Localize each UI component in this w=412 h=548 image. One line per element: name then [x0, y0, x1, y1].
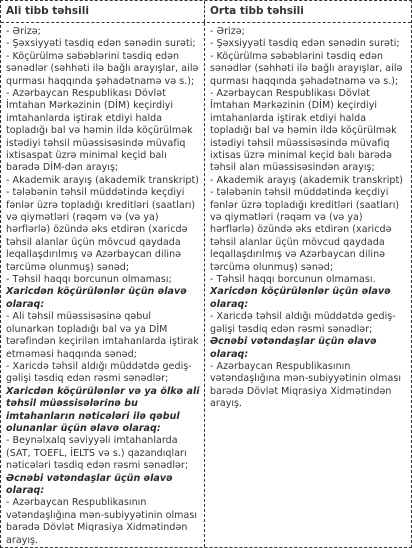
secondary-education-requirements	[205, 23, 411, 547]
list-item: - Azərbaycan Respublikası Dövlət İmtahan Mərkəzinin (DİM) keçirdiyi imtahanlarda iştirak etdiyi halda topladığı bal və həmin ildə köçürülmək istədiyi təhsil müəssisəsində müvafiq ixtisaspat üzrə minimal keçid balı barədə DİM-dən arayış;	[6, 87, 196, 174]
list-item: - Azərbaycan Respublikası Dövlət İmtahan Mərkəzinin (DİM) keçirdiyi imtahanlarda iştirak etdiyi halda topladığı bal və həmin ildə köçürülmək istədiyi təhsil müəssisəsində müvafiq ixtisas üzrə minimal keçid balı barədə təhsil alan müəssisəsindən arayış;	[210, 87, 400, 174]
list-item: - Köçürülmə səbəblərini təsdiq edən sənədlər (səhhəti ilə bağlı arayışlar, ailə qurması haqqında şəhadətnamə və s.);	[210, 50, 406, 87]
table-header-row	[1, 1, 411, 23]
list-item: - Xaricdə təhsil aldığı müddətdə gediş-gəlişi təsdiq edən rəsmi sənədlər;	[6, 360, 192, 385]
section-heading: Əcnəbi vətəndaşlar üçün əlavə olaraq:	[6, 472, 176, 496]
list-item: - Ərizə;	[6, 25, 41, 37]
list-item: - Ərizə;	[210, 25, 245, 37]
list-item: - Azərbaycan Respublikasının vətəndaşlığına mən-subiyyətinin olması barədə Dövlət Miqrasiya Xidmətindən arayış.	[6, 497, 201, 546]
list-item: - Təhsil haqqı borcunun olmaması;	[6, 274, 172, 286]
header-higher-education: Ali tibb təhsili	[1, 1, 205, 22]
list-item: - Ali təhsil müəssisəsinə qəbul olunarkən topladığı bal və ya DİM tərəfindən keçirilən imtahanlarda iştirak etməməsi haqqında sənəd;	[6, 311, 202, 360]
section-heading: Əcnəbi vətəndaşlar üçün əlavə olaraq:	[210, 336, 380, 360]
list-item: - Xaricdə təhsil aldığı müddətdə gediş-gəlişi təsdiq edən rəsmi sənədlər;	[210, 311, 396, 335]
list-item: - Akademik arayış (akademik transkript) - tələbənin təhsil müddətində keçdiyi fənlər üzrə topladığı kreditləri (saatları) və qiymətləri (rəqəm və (və ya) hərflərlə) özündə əks etdirən (xaricdə təhsil alanlar üçün mövcud qaydada leqallaşdırılmış və Azərbaycan dilinə tərcümə olunmuş) sənəd;	[6, 174, 203, 273]
section-heading: Xaricdən köçürülənlər və ya ölkə ali təhsil müəssisələrinə bu imtahanların nəticələri ilə qəbul olunanlar üçün əlavə olaraq:	[6, 385, 203, 434]
list-item: - Köçürülmə səbəblərini təsdiq edən sənədlər (səhhəti ilə bağlı arayışlar, ailə qurması haqqında şəhadətnamə və s.);	[6, 50, 202, 87]
header-secondary-education: Orta tibb təhsili	[210, 5, 304, 17]
list-item: - Təhsil haqqı borcunun olmaması.	[210, 274, 376, 286]
list-item: - Beynəlxalq səviyyəli imtahanlarda (SAT, TOEFL, İELTS və s.) qazandıqları nəticələri təsdiq edən rəsmi sənədlər;	[6, 435, 190, 472]
list-item: - Azərbaycan Respublikasının vətəndaşlığına mən-subiyyətinin olması barədə Dövlət Miqrasiya Xidmətindən arayış.	[210, 360, 405, 410]
table-body-row	[1, 23, 411, 547]
list-item: - Şəxsiyyəti təsdiq edən sənədin surəti;	[210, 38, 400, 50]
list-item: - Şəxsiyyəti təsdiq edən sənədin surəti;	[6, 38, 196, 50]
list-item: - Akademik arayış (akademik transkript) - tələbənin təhsil müddətində keçdiyi fənlər üzrə topladığı kreditləri (saatları) və qiymətləri (rəqəm və (və ya) hərflərlə) özündə əks etdirən (xaricdə təhsil alanlar üçün mövcud qaydada leqallaşdırılmış və Azərbaycan dilinə tərcümə olunmuş) sənəd;	[210, 174, 407, 273]
higher-education-requirements	[1, 23, 205, 547]
section-heading: Xaricdən köçürülənlər üçün əlavə olaraq:	[210, 286, 395, 310]
section-heading: Xaricdən köçürülənlər üçün əlavə olaraq:	[6, 286, 191, 310]
